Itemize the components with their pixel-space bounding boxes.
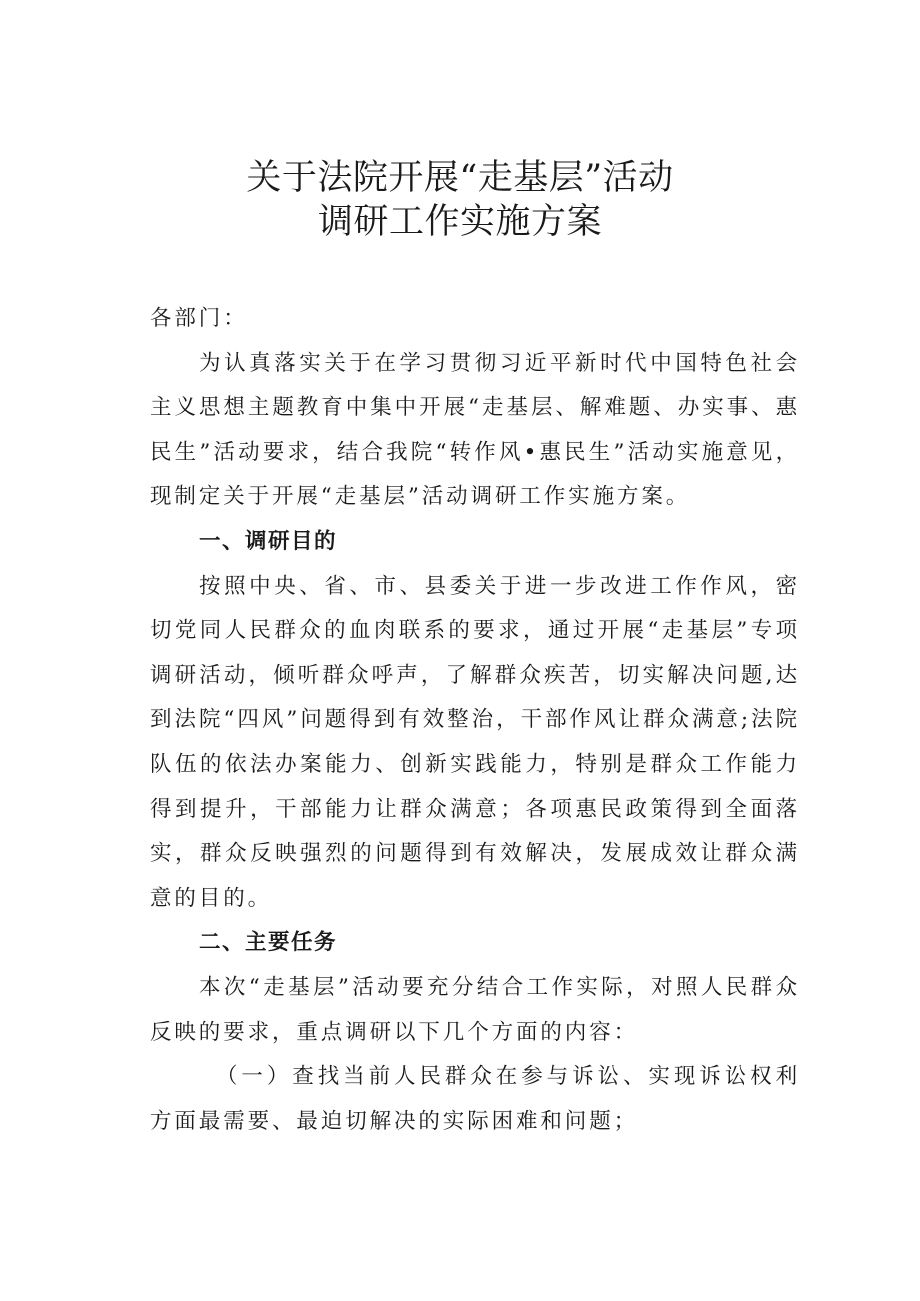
section-heading-tasks: 二、主要任务 bbox=[199, 930, 338, 956]
purpose-paragraph: 按照中央、省、市、县委关于进一步改进工作作风，密切党同人民群众的血肉联系的要求，通过开展“走基层”专项调研活动，倾听群众呼声，了解群众疾苦，切实解决问题,达到法院“四风”问题得到有效整治，干部作风让群众满意;法院队伍的依法办案能力、创新实践能力，特别是群众工作能力得到提升，干部能力让群众满意；各项惠民政策得到全面落实，群众反映强烈的问题得到有效解决，发展成效让群众满意的目的。 bbox=[150, 573, 800, 911]
document-body bbox=[150, 297, 800, 1144]
intro-paragraph: 为认真落实关于在学习贯彻习近平新时代中国特色社会主义思想主题教育中集中开展“走基层、解难题、办实事、惠民生”活动要求，结合我院“转作风•惠民生”活动实施意见，现制定关于开展“走基层”活动调研工作实施方案。 bbox=[150, 350, 800, 510]
tasks-intro-paragraph: 本次“走基层”活动要充分结合工作实际，对照人民群众反映的要求，重点调研以下几个方面的内容： bbox=[150, 974, 800, 1045]
salutation: 各部门： bbox=[150, 306, 248, 331]
task-item-1: （一）查找当前人民群众在参与诉讼、实现诉讼权利方面最需要、最迫切解决的实际困难和问题； bbox=[150, 1064, 800, 1134]
section-heading-purpose: 一、调研目的 bbox=[199, 528, 338, 554]
document-title-line-2: 调研工作实施方案 bbox=[317, 202, 602, 242]
document-title-line-1: 关于法院开展“走基层”活动 bbox=[246, 158, 674, 198]
